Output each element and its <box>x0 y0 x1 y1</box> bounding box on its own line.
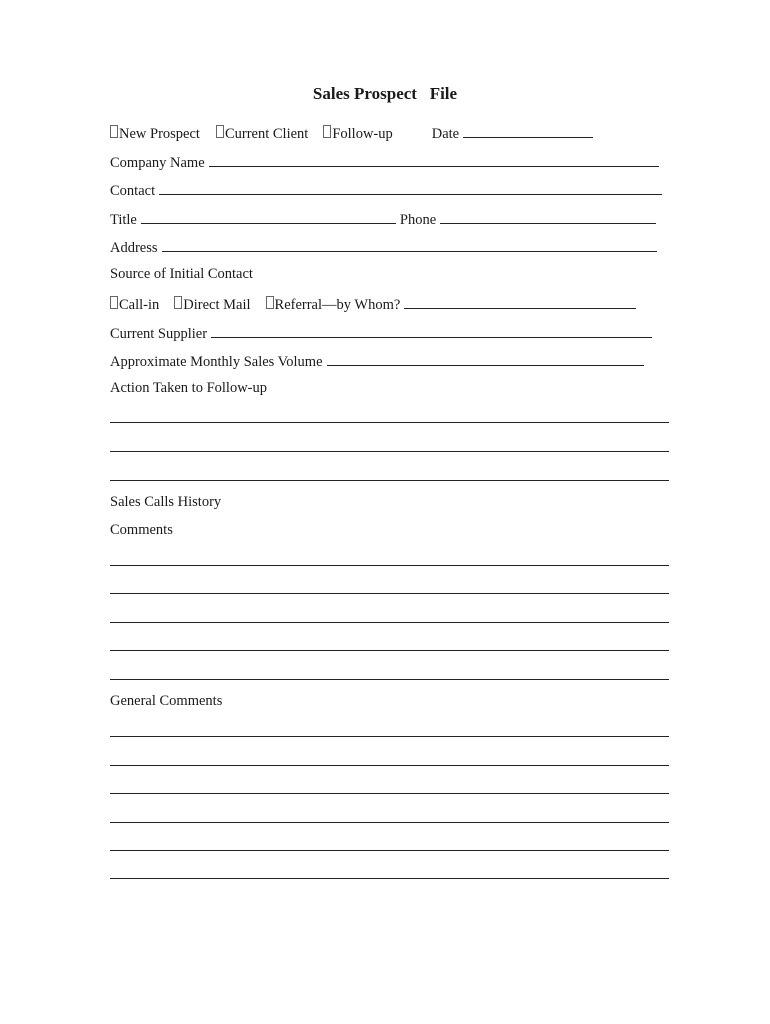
referral-by-whom-field[interactable] <box>404 295 636 309</box>
general-comments-line[interactable] <box>110 736 669 737</box>
title-label: Title <box>110 212 137 228</box>
general-comments-label: General Comments <box>110 693 223 709</box>
monthly-sales-volume-label: Approximate Monthly Sales Volume <box>110 354 323 370</box>
general-comments-line[interactable] <box>110 850 669 851</box>
call-in-checkbox[interactable] <box>110 296 118 309</box>
contact-row <box>110 181 662 200</box>
date-field[interactable] <box>463 124 593 138</box>
comments-line[interactable] <box>110 565 669 566</box>
general-comments-line[interactable] <box>110 822 669 823</box>
current-supplier-row <box>110 324 652 343</box>
new-prospect-label: New Prospect <box>119 126 200 142</box>
monthly-sales-volume-field[interactable] <box>327 352 644 366</box>
follow-up-checkbox[interactable] <box>323 125 331 138</box>
comments-line[interactable] <box>110 622 669 623</box>
direct-mail-label: Direct Mail <box>183 297 251 313</box>
call-in-label: Call-in <box>119 297 160 313</box>
date-label: Date <box>431 126 460 142</box>
current-supplier-label: Current Supplier <box>110 326 208 342</box>
comments-line[interactable] <box>110 593 669 594</box>
title-phone-row <box>110 210 656 229</box>
general-comments-heading <box>110 693 222 710</box>
contact-label: Contact <box>110 183 156 199</box>
sales-calls-history-label: Sales Calls History <box>110 494 222 510</box>
comments-label: Comments <box>110 522 173 538</box>
current-supplier-field[interactable] <box>211 324 652 338</box>
comments-line[interactable] <box>110 679 669 680</box>
general-comments-line[interactable] <box>110 878 669 879</box>
company-name-field[interactable] <box>209 153 659 167</box>
address-row <box>110 238 657 257</box>
comments-heading <box>110 522 173 539</box>
action-taken-heading <box>110 380 267 397</box>
monthly-sales-volume-row <box>110 352 644 371</box>
source-heading <box>110 266 253 283</box>
company-name-row <box>110 153 659 172</box>
follow-up-label: Follow-up <box>332 126 393 142</box>
current-client-checkbox[interactable] <box>216 125 224 138</box>
action-taken-label: Action Taken to Follow-up <box>110 380 267 396</box>
page-title: Sales Prospect File <box>312 84 458 103</box>
title-field[interactable] <box>141 210 396 224</box>
source-of-initial-contact-label: Source of Initial Contact <box>110 266 253 282</box>
phone-field[interactable] <box>440 210 656 224</box>
status-row <box>110 124 593 143</box>
source-options-row <box>110 295 636 314</box>
general-comments-line[interactable] <box>110 793 669 794</box>
address-label: Address <box>110 240 158 256</box>
sales-calls-history-heading <box>110 494 221 511</box>
address-field[interactable] <box>162 238 657 252</box>
direct-mail-checkbox[interactable] <box>174 296 182 309</box>
general-comments-line[interactable] <box>110 765 669 766</box>
comments-line[interactable] <box>110 650 669 651</box>
new-prospect-checkbox[interactable] <box>110 125 118 138</box>
contact-field[interactable] <box>159 181 662 195</box>
current-client-label: Current Client <box>224 126 309 142</box>
action-taken-line[interactable] <box>110 451 669 452</box>
referral-label: Referral—by Whom? <box>274 297 401 313</box>
action-taken-line[interactable] <box>110 422 669 423</box>
phone-label: Phone <box>399 212 437 228</box>
action-taken-line[interactable] <box>110 480 669 481</box>
referral-checkbox[interactable] <box>266 296 274 309</box>
company-name-label: Company Name <box>110 155 205 171</box>
